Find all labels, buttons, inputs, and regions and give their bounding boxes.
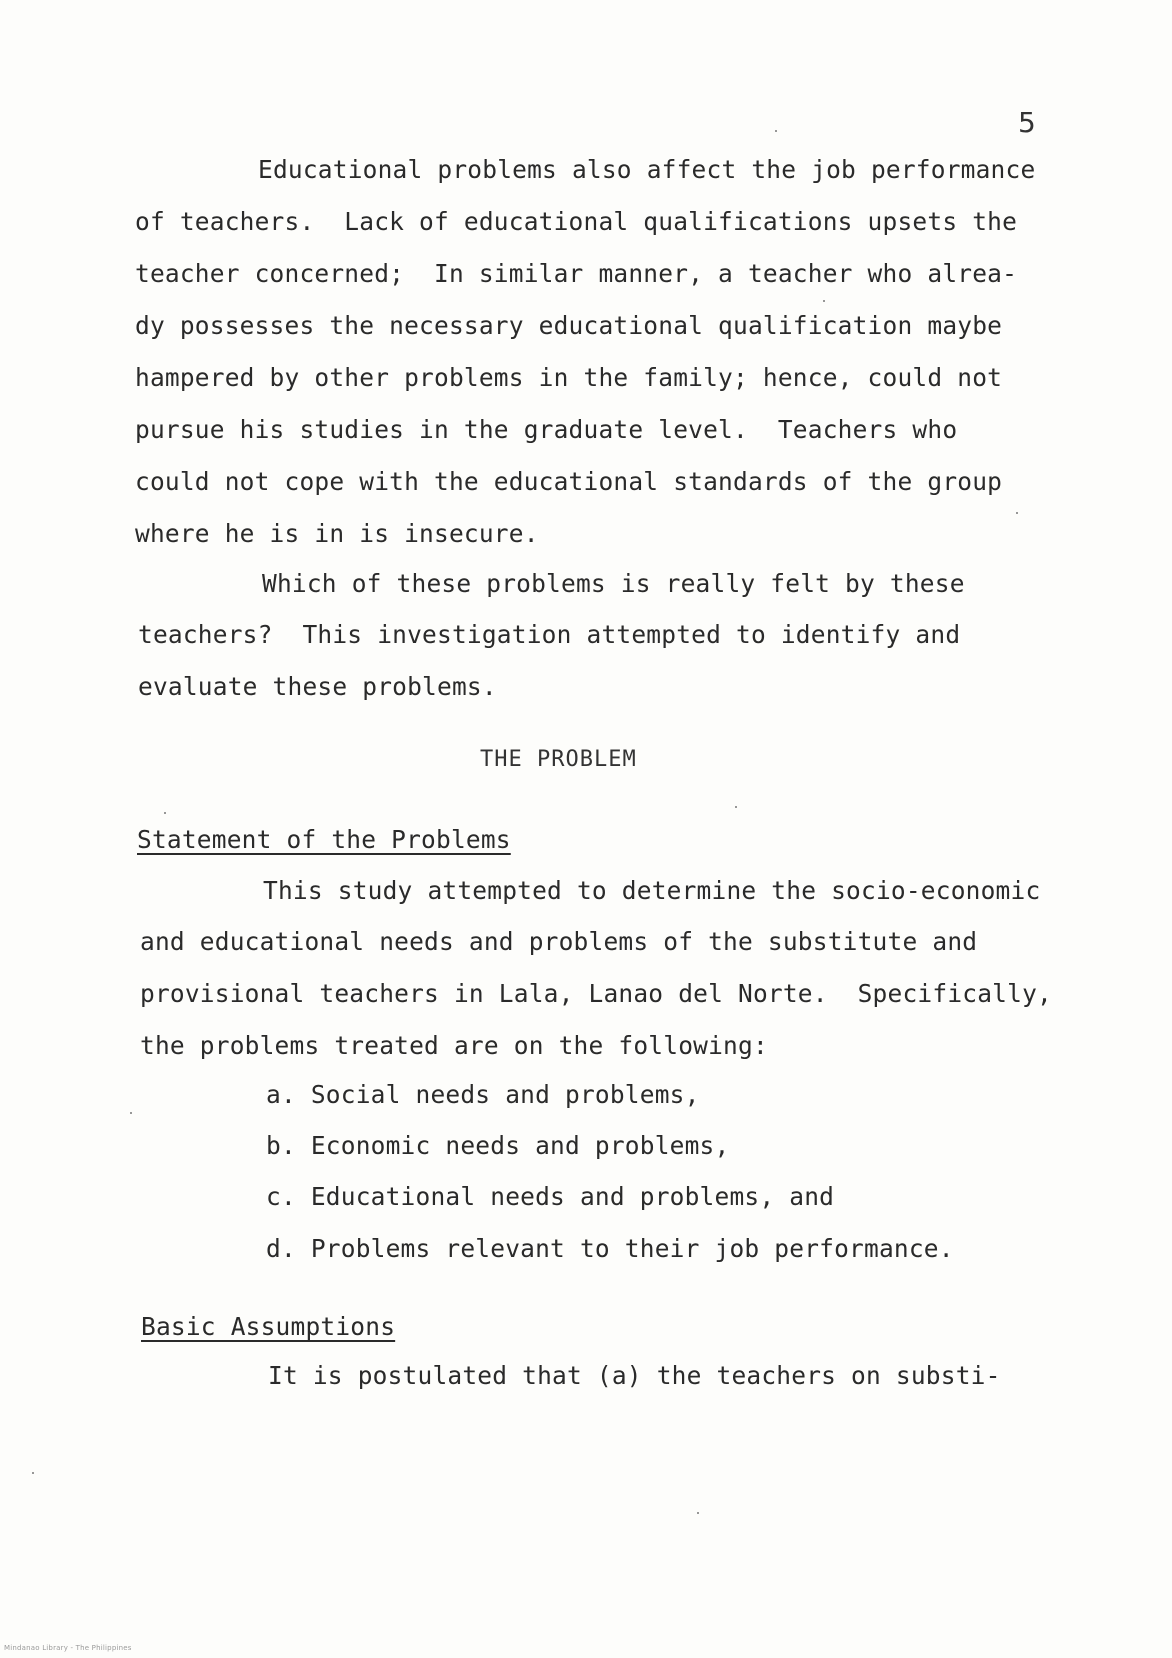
paragraph-1-line-4: dy possesses the necessary educational qualification maybe [135, 311, 1003, 340]
list-item-d: d. Problems relevant to their job performance. [266, 1234, 954, 1263]
list-item-a: a. Social needs and problems, [266, 1080, 700, 1109]
footer-watermark: Mindanao Library - The Philippines [4, 1644, 132, 1652]
section-heading: THE PROBLEM [480, 747, 637, 772]
paragraph-3-line-1: This study attempted to determine the socio-economic [263, 876, 1041, 905]
paragraph-1-line-1: Educational problems also affect the job performance [258, 155, 1036, 184]
paragraph-3-line-4: the problems treated are on the following: [140, 1031, 768, 1060]
paragraph-1-line-7: could not cope with the educational standards of the group [135, 467, 1003, 496]
statement-heading: Statement of the Problems [137, 825, 511, 854]
paragraph-2-line-3: evaluate these problems. [138, 672, 497, 701]
paragraph-1-line-6: pursue his studies in the graduate level. Teachers who [135, 415, 958, 444]
scan-speck [32, 1472, 34, 1474]
scan-speck [823, 300, 825, 302]
paragraph-3-line-2: and educational needs and problems of the substitute and [140, 927, 978, 956]
scan-speck [1016, 512, 1018, 514]
paragraph-1-line-3: teacher concerned; In similar manner, a teacher who alrea- [135, 259, 1018, 288]
paragraph-1-line-5: hampered by other problems in the family; hence, could not [135, 363, 1003, 392]
scan-speck [697, 1512, 699, 1514]
scan-speck [164, 812, 166, 814]
assumptions-heading: Basic Assumptions [141, 1312, 396, 1341]
paragraph-2-line-2: teachers? This investigation attempted to identify and [138, 620, 961, 649]
list-item-b: b. Economic needs and problems, [266, 1131, 730, 1160]
scan-speck [735, 806, 737, 808]
paragraph-4-line-1: It is postulated that (a) the teachers on substi- [268, 1361, 1001, 1390]
scan-speck [775, 130, 777, 132]
page-number: 5 [1018, 106, 1037, 139]
paragraph-1-line-8: where he is in is insecure. [135, 519, 539, 548]
paragraph-1-line-2: of teachers. Lack of educational qualifications upsets the [135, 207, 1018, 236]
paragraph-3-line-3: provisional teachers in Lala, Lanao del Norte. Specifically, [140, 979, 1052, 1008]
list-item-c: c. Educational needs and problems, and [266, 1182, 835, 1211]
scan-speck [130, 1112, 132, 1114]
paragraph-2-line-1: Which of these problems is really felt by these [262, 569, 965, 598]
